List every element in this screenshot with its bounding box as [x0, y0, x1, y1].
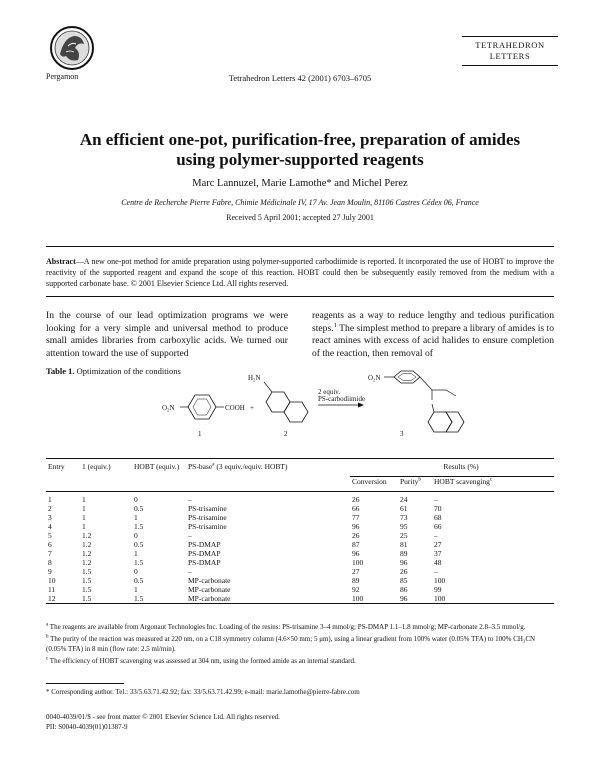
- naphthalene-ring: [446, 412, 464, 432]
- cell-entry: 4: [48, 522, 52, 531]
- cell-entry: 10: [48, 576, 56, 585]
- naphthalene-ring: [428, 412, 452, 432]
- cell-ps-base: PS-DMAP: [188, 558, 221, 567]
- cell-entry: 6: [48, 540, 52, 549]
- table-row: [46, 558, 554, 567]
- col-header-scavenging: [432, 477, 554, 492]
- cell-purity: 89: [400, 549, 408, 558]
- cell-entry: 8: [48, 558, 52, 567]
- bond: [264, 382, 272, 392]
- cell-purity: 73: [400, 513, 408, 522]
- table-row: [46, 522, 554, 531]
- footnote-text: The purity of the reaction was measured at 220 nm, on a C18 symmetry column (4.6×50 mm; 5 μm), using a linear gradient from 100% water (0.05% TFA) to 100% CH₃CN (0.05% TFA) in 8 min (flow rate: 2.5 ml/min).: [46, 635, 536, 653]
- cell-compound1: 1.5: [82, 594, 92, 603]
- product-group-label: O₂N: [368, 374, 381, 382]
- cell-scavenging: –: [434, 495, 438, 504]
- footnote-marker: b: [418, 476, 421, 483]
- header-text: PS-base: [188, 462, 213, 471]
- table-row: [46, 540, 554, 549]
- cell-conversion: 66: [352, 504, 360, 513]
- cell-conversion: 26: [352, 495, 360, 504]
- cell-ps-base: PS-DMAP: [188, 549, 221, 558]
- table-row: [46, 567, 554, 576]
- cell-conversion: 77: [352, 513, 360, 522]
- cell-purity: 86: [400, 585, 408, 594]
- cell-ps-base: MP-carbonate: [188, 594, 231, 603]
- cell-scavenging: 66: [434, 522, 442, 531]
- cell-ps-base: PS-trisamine: [188, 522, 227, 531]
- abstract-top-rule: [46, 246, 554, 247]
- cell-compound1: 1.5: [82, 585, 92, 594]
- col-header-entry: Entry: [48, 462, 65, 471]
- bond: [432, 404, 434, 412]
- arrow-label: PS-carbodiimide: [318, 395, 366, 403]
- footnote-text: The reagents are available from Argonaut Technologies Inc. Loading of the resins: PS-trisamine 3–4 mmol/g; PS-DMAP 1.1–1.8 mmol/g; MP-carbonate 2.8–3.5 mmol/g.: [48, 623, 526, 631]
- cell-ps-base: MP-carbonate: [188, 576, 231, 585]
- cell-scavenging: 68: [434, 513, 442, 522]
- abstract-bottom-rule: [46, 296, 554, 297]
- cell-entry: 12: [48, 594, 56, 603]
- journal-reference: Tetrahedron Letters 42 (2001) 6703–6705: [228, 73, 372, 83]
- body-text: reagents as a way to reduce lengthy and tedious purification steps.: [312, 310, 554, 334]
- corresponding-author: * Corresponding author. Tel.: 33/5.63.71.42.92; fax: 33/5.63.71.42.99; e-mail: marie.lamothe@pierre-fabre.com: [46, 688, 360, 696]
- cell-ps-base: PS-DMAP: [188, 540, 221, 549]
- publisher-logo-icon: [48, 24, 96, 72]
- cell-scavenging: 27: [434, 540, 442, 549]
- cell-conversion: 27: [352, 567, 360, 576]
- article-title: [40, 130, 560, 170]
- col-header-compound1: 1 (equiv.): [82, 462, 111, 471]
- cell-conversion: 96: [352, 549, 360, 558]
- cell-conversion: 26: [352, 531, 360, 540]
- cell-hobt: 0: [134, 567, 138, 576]
- cell-purity: 24: [400, 495, 408, 504]
- footnote-marker: b: [46, 635, 49, 641]
- table-row: [46, 513, 554, 522]
- cell-scavenging: 70: [434, 504, 442, 513]
- footnote-marker: c: [46, 656, 49, 662]
- footnote-separator: [46, 683, 124, 684]
- cell-scavenging: 100: [434, 576, 446, 585]
- cell-hobt: 1.5: [134, 594, 144, 603]
- table-caption-label: Table 1.: [46, 366, 75, 376]
- bond: [446, 390, 456, 396]
- cell-entry: 1: [48, 495, 52, 504]
- cell-entry: 5: [48, 531, 52, 540]
- journal-name-line: LETTERS: [489, 51, 531, 61]
- cell-compound1: 1.5: [82, 567, 92, 576]
- reaction-arrow-head: [358, 403, 364, 408]
- cell-hobt: 1: [134, 585, 138, 594]
- results-table: [46, 458, 554, 604]
- body-column-right: [312, 310, 554, 360]
- abstract-text: —A new one-pot method for amide preparation using polymer-supported carbodiimide is reported. It incorporated the use of HOBT to improve the reactivity of the supported reagent and expand the scope of this reaction. HOBT could then be subsequently easily removed from the medium with a supported carbonate base. © 2001 Elsevier Science Ltd. All rights reserved.: [46, 257, 554, 288]
- header-text: (3 equiv./equiv. HOBT): [214, 462, 288, 471]
- title-line: using polymer-supported reagents: [176, 150, 424, 169]
- cell-purity: 85: [400, 576, 408, 585]
- header-text: HOBT scavenging: [434, 477, 490, 486]
- cell-conversion: 100: [352, 594, 364, 603]
- table-row: [46, 576, 554, 585]
- cell-compound1: 1: [82, 495, 86, 504]
- col-header-hobt: HOBT (equiv.): [134, 462, 180, 471]
- cell-purity: 95: [400, 522, 408, 531]
- benzene-ring: [188, 395, 216, 419]
- naphthalene-ring: [266, 392, 290, 412]
- copyright-block: [46, 713, 280, 732]
- cell-compound1: 1.5: [82, 576, 92, 585]
- cell-ps-base: MP-carbonate: [188, 585, 231, 594]
- pii-line: PII: S0040-4039(01)01387-9: [46, 722, 128, 731]
- cell-compound1: 1.2: [82, 540, 92, 549]
- cell-hobt: 0.5: [134, 504, 144, 513]
- abstract-label: Abstract: [46, 257, 76, 266]
- footnote-marker: a: [212, 461, 215, 468]
- received-dates: Received 5 April 2001; accepted 27 July 2001: [226, 213, 374, 222]
- body-column-left: In the course of our lead optimization programs we were looking for a very simple and universal method to produce small amides libraries from carboxylic acids. We turned our attention toward the use of supported: [46, 310, 288, 359]
- table-row: [46, 549, 554, 558]
- table-row: [46, 594, 554, 604]
- cell-purity: 96: [400, 594, 408, 603]
- abstract: [46, 256, 554, 289]
- cell-entry: 11: [48, 585, 56, 594]
- cell-compound1: 1: [82, 504, 86, 513]
- cell-compound1: 1.2: [82, 549, 92, 558]
- cell-ps-base: –: [188, 567, 192, 576]
- reactant2-group-label: H₂N: [248, 374, 261, 382]
- publisher-name: Pergamon: [46, 72, 79, 81]
- cell-purity: 61: [400, 504, 408, 513]
- table-row: [46, 531, 554, 540]
- cell-purity: 25: [400, 531, 408, 540]
- cell-purity: 96: [400, 558, 408, 567]
- bond: [420, 377, 432, 390]
- footnote: [46, 635, 554, 654]
- cell-scavenging: 37: [434, 549, 442, 558]
- arrow-label: 2 equiv.: [318, 388, 341, 396]
- header-text: Purity: [400, 477, 419, 486]
- footnote-marker: a: [46, 622, 49, 628]
- cell-ps-base: PS-trisamine: [188, 504, 227, 513]
- copyright-line: 0040-4039/01/$ - see front matter © 2001 Elsevier Science Ltd. All rights reserved.: [46, 713, 280, 721]
- reactant1-group-label: O₂N: [162, 404, 175, 412]
- compound-label-3: 3: [400, 430, 404, 438]
- table-footnotes: [46, 623, 554, 670]
- title-line: An efficient one-pot, purification-free, preparation of amides: [79, 130, 521, 149]
- cell-entry: 2: [48, 504, 52, 513]
- cell-scavenging: 100: [434, 594, 446, 603]
- table-caption-text: Optimization of the conditions: [74, 366, 181, 376]
- cell-conversion: 89: [352, 576, 360, 585]
- col-header-purity: [398, 477, 432, 492]
- col-header-results: Results (%): [443, 462, 479, 471]
- cell-hobt: 1.5: [134, 522, 144, 531]
- cell-scavenging: 99: [434, 585, 442, 594]
- cell-conversion: 87: [352, 540, 360, 549]
- cell-conversion: 92: [352, 585, 360, 594]
- cell-purity: 81: [400, 540, 408, 549]
- affiliation: Centre de Recherche Pierre Fabre, Chimie Médicinale IV, 17 Av. Jean Moulin, 81106 Castres Cédex 06, France: [121, 198, 479, 207]
- reaction-scheme: [150, 368, 490, 440]
- cell-ps-base: PS-trisamine: [188, 513, 227, 522]
- reactant1-acid-label: COOH: [225, 404, 245, 412]
- cell-compound1: 1.2: [82, 558, 92, 567]
- footnote-text: The efficiency of HOBT scavenging was assessed at 304 nm, using the formed amide as an internal standard.: [48, 657, 356, 666]
- cell-scavenging: 48: [434, 558, 442, 567]
- col-header-ps-base: [186, 459, 350, 477]
- journal-name-line: TETRAHEDRON: [475, 40, 545, 50]
- cell-hobt: 0.5: [134, 540, 144, 549]
- col-header-conversion: Conversion: [350, 477, 398, 492]
- cell-compound1: 1: [82, 513, 86, 522]
- cell-hobt: 1.5: [134, 558, 144, 567]
- cell-conversion: 100: [352, 558, 364, 567]
- cell-compound1: 1: [82, 522, 86, 531]
- cell-compound1: 1.2: [82, 531, 92, 540]
- table-row: [46, 504, 554, 513]
- cell-entry: 9: [48, 567, 52, 576]
- cell-hobt: 1: [134, 549, 138, 558]
- footnote: [46, 623, 554, 632]
- footnote-marker: c: [489, 476, 493, 483]
- cell-hobt: 0.5: [134, 576, 144, 585]
- journal-name-box: [462, 36, 558, 66]
- cell-hobt: 1: [134, 513, 138, 522]
- benzene-ring-inner: [193, 399, 211, 415]
- footnote: [46, 657, 554, 666]
- author-list: Marc Lannuzel, Marie Lamothe* and Michel Perez: [192, 178, 408, 189]
- cell-entry: 3: [48, 513, 52, 522]
- body-text: The simplest method to prepare a library of amides is to react amines with excess of acid halides to ensure completion of the reaction, then removal of: [312, 322, 554, 359]
- table-row: [46, 585, 554, 594]
- cell-ps-base: –: [188, 531, 192, 540]
- reference-marker: 1: [333, 321, 337, 329]
- plus-sign: +: [250, 404, 254, 412]
- cell-hobt: 0: [134, 495, 138, 504]
- cell-entry: 7: [48, 549, 52, 558]
- compound-label-2: 2: [284, 430, 288, 438]
- cell-purity: 26: [400, 567, 408, 576]
- cell-ps-base: –: [188, 495, 192, 504]
- cell-scavenging: –: [434, 531, 438, 540]
- cell-conversion: 96: [352, 522, 360, 531]
- table-row: [46, 492, 554, 505]
- cell-hobt: 0: [134, 531, 138, 540]
- naphthalene-ring: [284, 402, 308, 422]
- benzene-ring-inner: [398, 374, 416, 381]
- cell-scavenging: –: [434, 567, 438, 576]
- compound-label-1: 1: [198, 430, 202, 438]
